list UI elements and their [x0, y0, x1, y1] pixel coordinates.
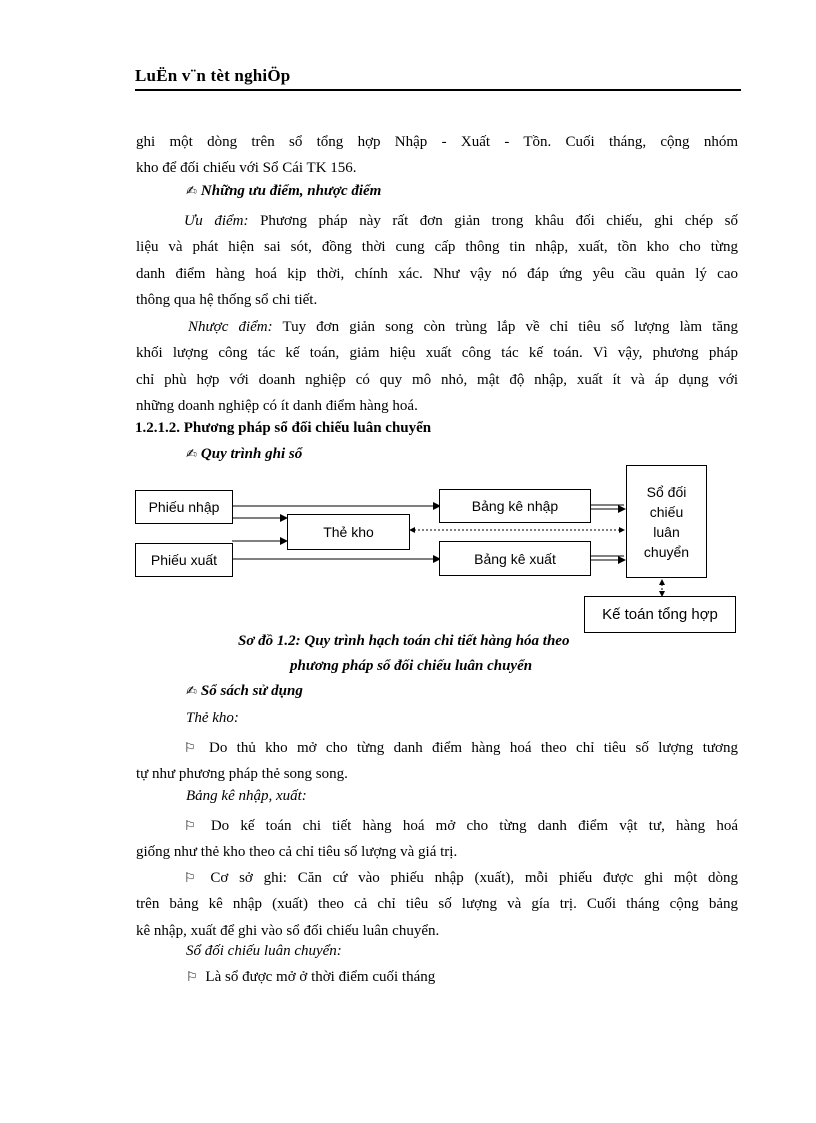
section-title: Sổ sách sử dụng — [200, 683, 303, 699]
bang-ke-label: Bảng kê nhập, xuất: — [186, 788, 307, 804]
section-merits — [186, 183, 381, 200]
box-phieu-xuat: Phiếu xuất — [135, 543, 233, 577]
text-line: ghi một dòng trên sổ tổng hợp Nhập - Xuất - Tồn. Cuối tháng, cộng nhóm — [136, 134, 738, 150]
text-line: chỉ phù hợp với doanh nghiệp có quy mô nhỏ, mật độ nhập, xuất ít và áp dụng với — [136, 371, 738, 388]
box-bang-ke-nhap: Bảng kê nhập — [439, 489, 591, 523]
text-line: Do thủ kho mở cho từng danh điểm hàng hoá theo chỉ tiêu số lượng tương — [199, 740, 738, 756]
diagram-caption-line1: Sơ đồ 1.2: Quy trình hạch toán chi tiết hàng hóa theo — [238, 633, 570, 649]
paragraph-disadvantages — [136, 314, 738, 419]
diagram-caption-line2: phương pháp sổ đối chiếu luân chuyển — [290, 658, 533, 674]
text-line: Cơ sở ghi: Căn cứ vào phiếu nhập (xuất), mỗi phiếu được ghi một dòng — [199, 870, 738, 886]
section-title: Những ưu điểm, nhược điểm — [200, 183, 382, 199]
section-books — [186, 683, 303, 700]
text-line: khối lượng công tác kế toán, giảm hiệu xuất công tác kế toán. Vì vậy, phương pháp — [136, 345, 738, 362]
paragraph-bang-ke — [136, 813, 738, 866]
so-doi-chieu-line — [186, 969, 435, 986]
the-kho-label: Thẻ kho: — [186, 710, 239, 726]
text-line: những doanh nghiệp có ít danh điểm hàng hoá. — [136, 397, 418, 414]
text-line: thông qua hệ thống sổ chi tiết. — [136, 291, 318, 308]
disadvantages-label: Nhược điểm: — [188, 319, 273, 335]
so-doi-chieu-label: Sổ đối chiếu luân chuyển: — [186, 943, 342, 959]
flag-icon: ⚐ — [184, 871, 196, 886]
box-the-kho: Thẻ kho — [287, 514, 410, 550]
text-line: danh điểm hàng hoá kịp thời, chính xác. Như vậy nó đáp ứng yêu cầu quản lý cao — [136, 265, 738, 282]
box-line: luân — [653, 523, 680, 540]
pen-icon: ✍ — [186, 184, 197, 199]
paragraph-advantages — [136, 208, 738, 313]
text-line: Do kế toán chi tiết hàng hoá mở cho từng danh điểm vật tư, hàng hoá — [199, 818, 738, 834]
box-line: chiếu — [649, 503, 684, 520]
text-line: kê nhập, xuất để ghi vào sổ đối chiếu luân chuyển. — [136, 922, 440, 939]
section-process — [186, 446, 302, 463]
text-line: tự như phương pháp thẻ song song. — [136, 766, 348, 783]
flag-icon: ⚐ — [184, 741, 196, 756]
paragraph-intro — [136, 129, 738, 182]
box-so-doi-chieu — [626, 465, 707, 578]
text-line: giống như thẻ kho theo cả chỉ tiêu số lượng và giá trị. — [136, 844, 458, 861]
advantages-label: Ưu điểm: — [184, 213, 249, 229]
flag-icon: ⚐ — [184, 819, 196, 834]
section-title: Quy trình ghi sổ — [200, 446, 303, 462]
text-line: Tuy đơn giản song còn trùng lắp về chỉ tiêu số lượng làm tăng — [272, 319, 738, 335]
text-line: Là sổ được mở ở thời điểm cuối tháng — [201, 969, 436, 985]
box-ke-toan-tong-hop: Kế toán tổng hợp — [584, 596, 736, 633]
box-bang-ke-xuat: Bảng kê xuất — [439, 541, 591, 576]
pen-icon: ✍ — [186, 447, 197, 462]
text-line: liệu và phát hiện sai sót, đồng thời cung cấp thông tin nhập, xuất, tồn kho cho từng — [136, 239, 738, 256]
paragraph-basis — [136, 865, 738, 944]
text-line: kho để đối chiếu với Sổ Cái TK 156. — [136, 160, 357, 177]
box-line: Sổ đối — [646, 483, 687, 500]
box-phieu-nhap: Phiếu nhập — [135, 490, 233, 524]
text-line: Phương pháp này rất đơn giản trong khâu đối chiếu, ghi chép số — [248, 213, 738, 229]
section-heading: 1.2.1.2. Phương pháp sổ đối chiếu luân chuyển — [135, 420, 432, 436]
pen-icon: ✍ — [186, 684, 197, 699]
page-header-title: LuËn v¨n tèt nghiÖp — [135, 66, 291, 85]
paragraph-the-kho — [136, 735, 738, 788]
header-rule — [135, 89, 741, 91]
box-line: chuyển — [643, 543, 690, 560]
flag-icon: ⚐ — [186, 970, 198, 985]
text-line: trên bảng kê nhập (xuất) theo cả chỉ tiêu số lượng và gía trị. Cuối tháng cộng bảng — [136, 896, 738, 913]
